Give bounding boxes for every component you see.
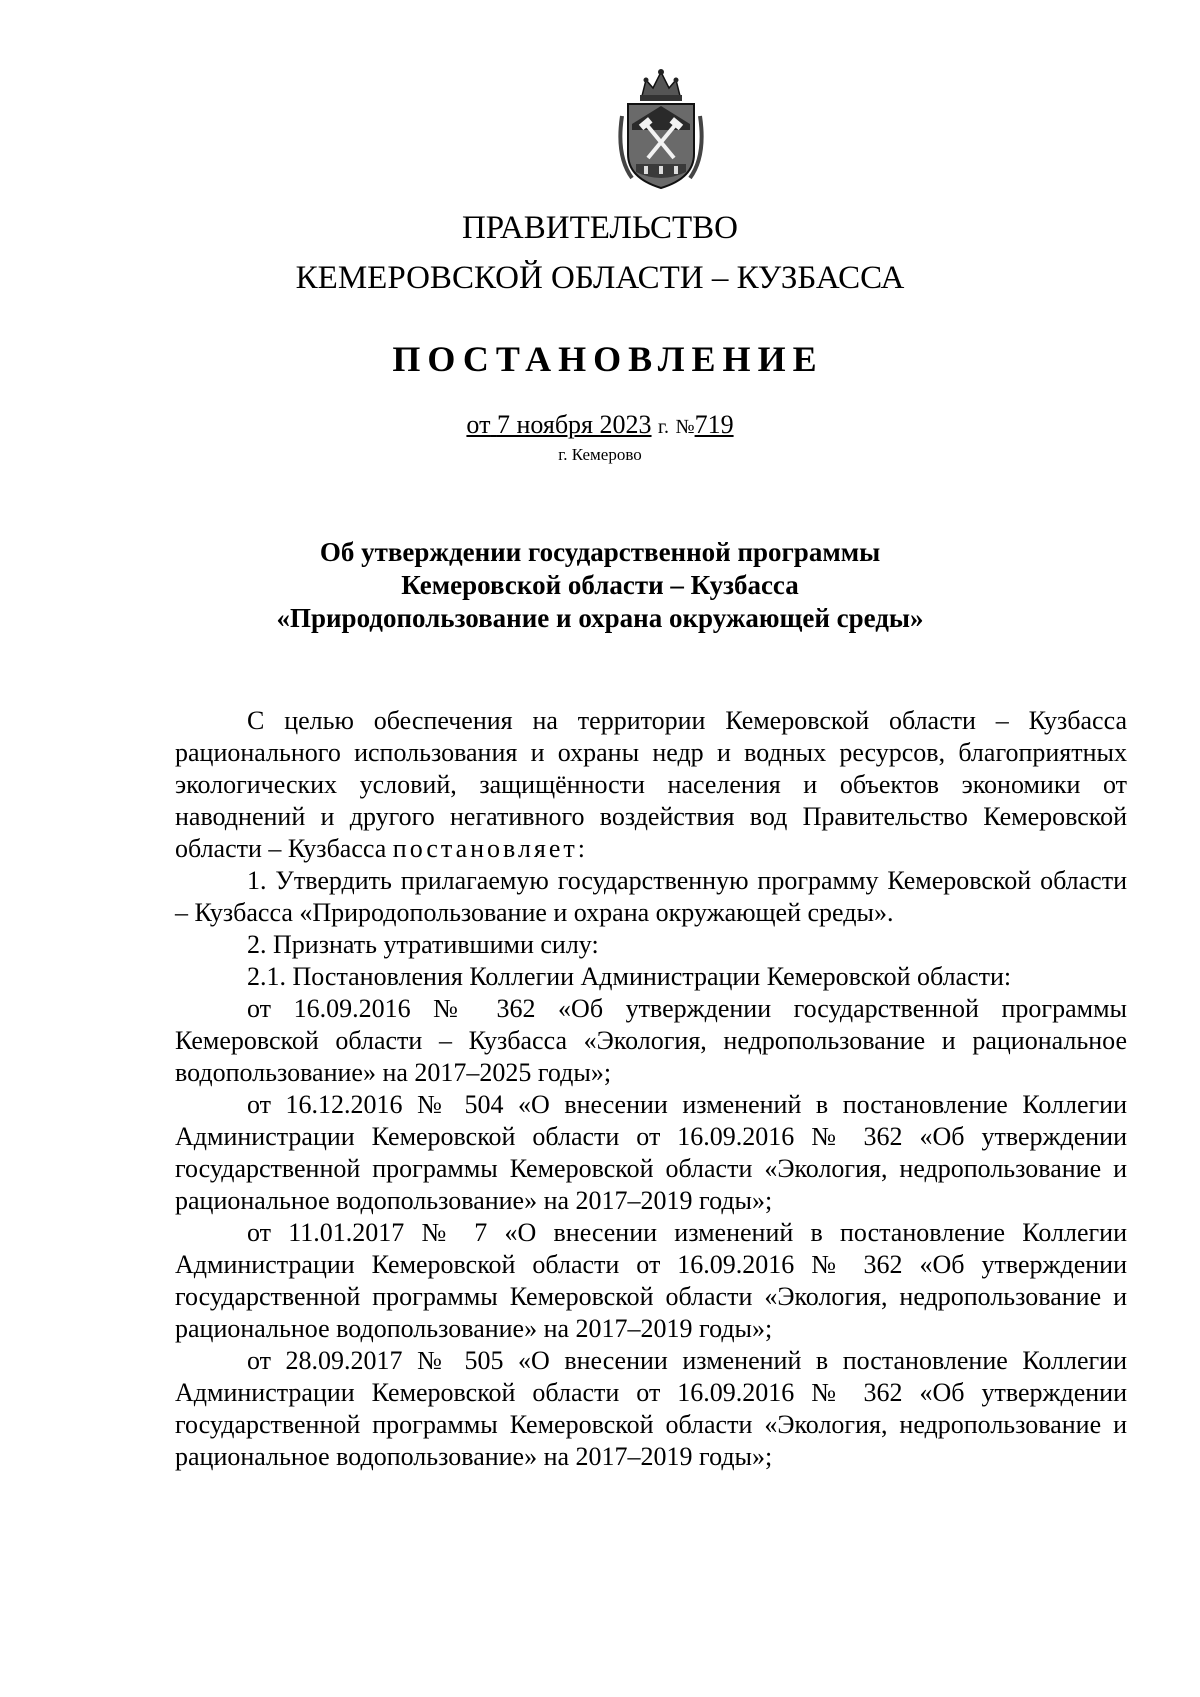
decree-date: от 7 ноября 2023 [466,410,652,439]
body-paragraph: 2.1. Постановления Коллегии Администрации Кемеровской области: [247,962,1012,991]
title-line: Об утверждении государственной программы [319,537,881,567]
number-sign: № [675,416,695,438]
body-paragraph: 1. Утвердить прилагаемую государственную программу Кемеровской области – Кузбасса «Природопользование и охрана окружающей среды». [175,866,1127,927]
body-paragraph: от 11.01.2017 № 7 «О внесении изменений в постановление Коллегии Администрации Кемеровской области от 16.09.2016 № 362 «Об утверждении государственной программы Кемеровской области «Экология, недропользование и рациональное водопользование» на 2017–2019 годы»; [175,1218,1127,1343]
body-paragraph: 2. Признать утратившими силу: [247,930,599,959]
year-suffix: г. [658,416,669,438]
preamble-paragraph: С целью обеспечения на территории Кемеровской области – Кузбасса рационального использования и охраны недр и водных ресурсов, благоприятных экологических условий, защищённости населения и объектов экономики от наводнений и другого негативного воздействия вод Правительство Кемеровской области – Кузбасса постановляет: [175,706,1127,863]
body-paragraph: от 16.12.2016 № 504 «О внесении изменений в постановление Коллегии Администрации Кемеровской области от 16.09.2016 № 362 «Об утверждении государственной программы Кемеровской области «Экология, недропользование и рациональное водопользование» на 2017–2019 годы»; [175,1090,1127,1215]
decree-body [175,705,1127,1473]
title-line: «Природопользование и охрана окружающей среды» [276,603,924,633]
body-paragraph: от 16.09.2016 № 362 «Об утверждении государственной программы Кемеровской области – Кузбасса «Экология, недропользование и рациональное водопользование» на 2017–2025 годы»; [175,994,1127,1087]
government-name-line2: КЕМЕРОВСКОЙ ОБЛАСТИ – КУЗБАССА [295,260,905,296]
government-name-line1: ПРАВИТЕЛЬСТВО [461,210,739,246]
decree-number: 719 [694,410,734,439]
city: г. Кемерово [558,445,642,464]
body-paragraph: от 28.09.2017 № 505 «О внесении изменений в постановление Коллегии Администрации Кемеровской области от 16.09.2016 № 362 «Об утверждении государственной программы Кемеровской области «Экология, недропользование и рациональное водопользование» на 2017–2019 годы»; [175,1346,1127,1471]
decree-title [0,536,1200,635]
kuzbass-coat-of-arms-icon [612,66,710,192]
decree-date-number [0,409,1200,443]
title-line: Кемеровской области – Кузбасса [401,570,799,600]
document-type-title: ПОСТАНОВЛЕНИЕ [392,339,824,379]
